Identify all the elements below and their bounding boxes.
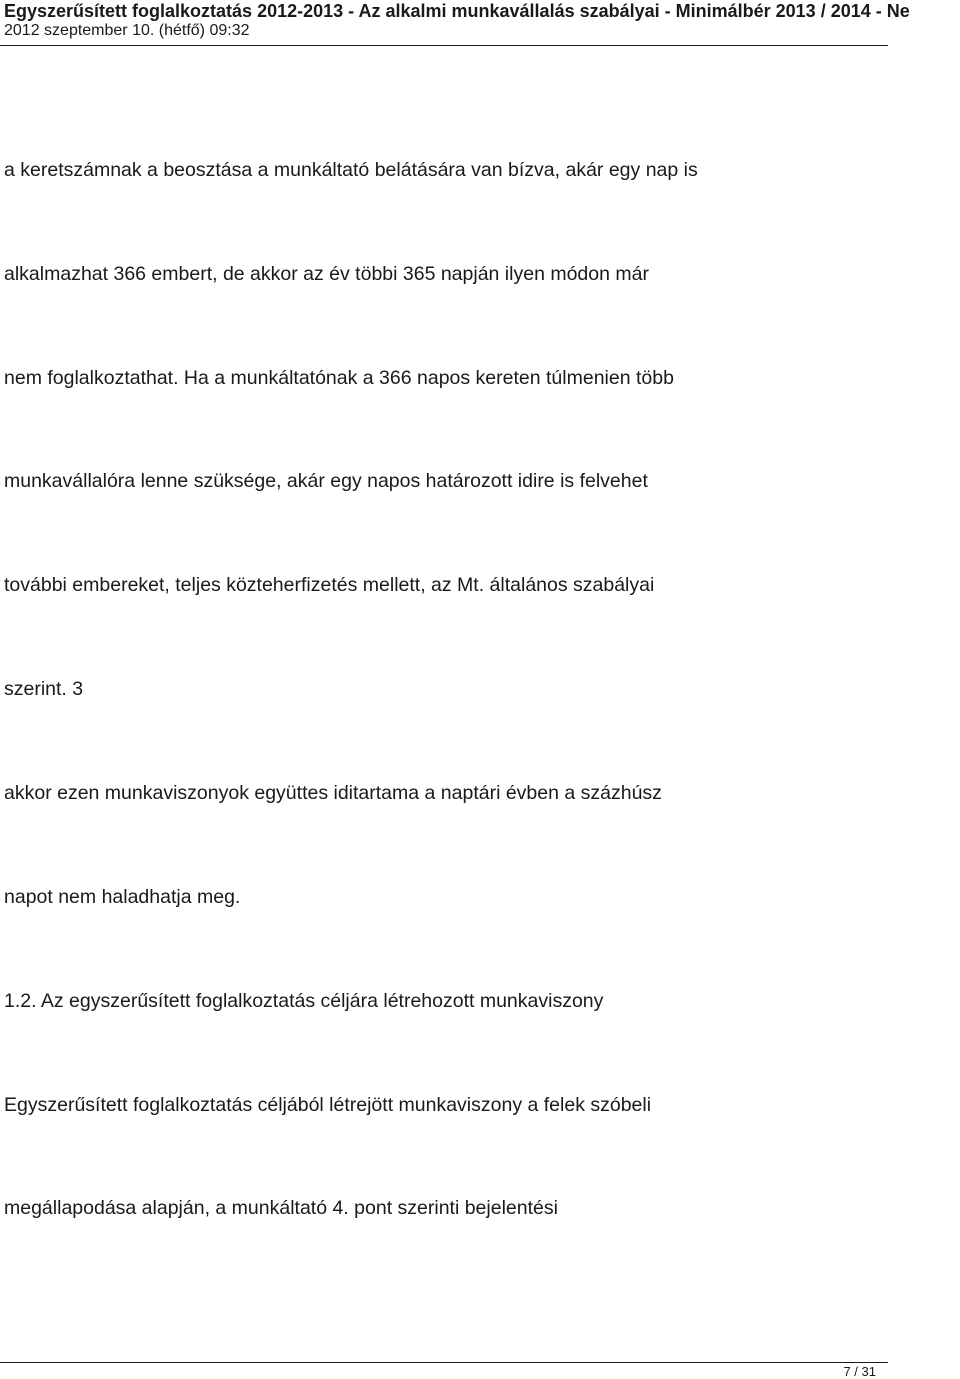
document-date: 2012 szeptember 10. (hétfő) 09:32 (4, 22, 250, 39)
body-line: további embereket, teljes közteherfizetés mellett, az Mt. általános szabályai (4, 574, 655, 596)
body-line: napot nem haladhatja meg. (4, 886, 241, 908)
body-line: akkor ezen munkaviszonyok együttes iditartama a naptári évben a százhúsz (4, 782, 662, 804)
page-header (0, 0, 960, 48)
body-line: Egyszerűsített foglalkoztatás céljából létrejött munkaviszony a felek szóbeli (4, 1094, 652, 1116)
body-line: nem foglalkoztathat. Ha a munkáltatónak a 366 napos kereten túlmenien több (4, 367, 674, 389)
body-line: szerint. 3 (4, 678, 84, 700)
header-divider (0, 45, 888, 46)
document-title: Egyszerűsített foglalkoztatás 2012-2013 - Az alkalmi munkavállalás szabályai - Minimálbér 2013 / 2014 - Ne (4, 1, 910, 21)
body-line: a keretszámnak a beosztása a munkáltató belátására van bízva, akár egy nap is (4, 159, 698, 181)
footer-divider (0, 1362, 888, 1363)
body-line: alkalmazhat 366 embert, de akkor az év többi 365 napján ilyen módon már (4, 263, 649, 285)
section-heading: 1.2. Az egyszerűsített foglalkoztatás céljára létrehozott munkaviszony (4, 990, 604, 1012)
page-number: 7 / 31 (843, 1364, 876, 1379)
body-line: megállapodása alapján, a munkáltató 4. pont szerinti bejelentési (4, 1197, 558, 1219)
body-line: munkavállalóra lenne szüksége, akár egy napos határozott idire is felvehet (4, 470, 648, 492)
